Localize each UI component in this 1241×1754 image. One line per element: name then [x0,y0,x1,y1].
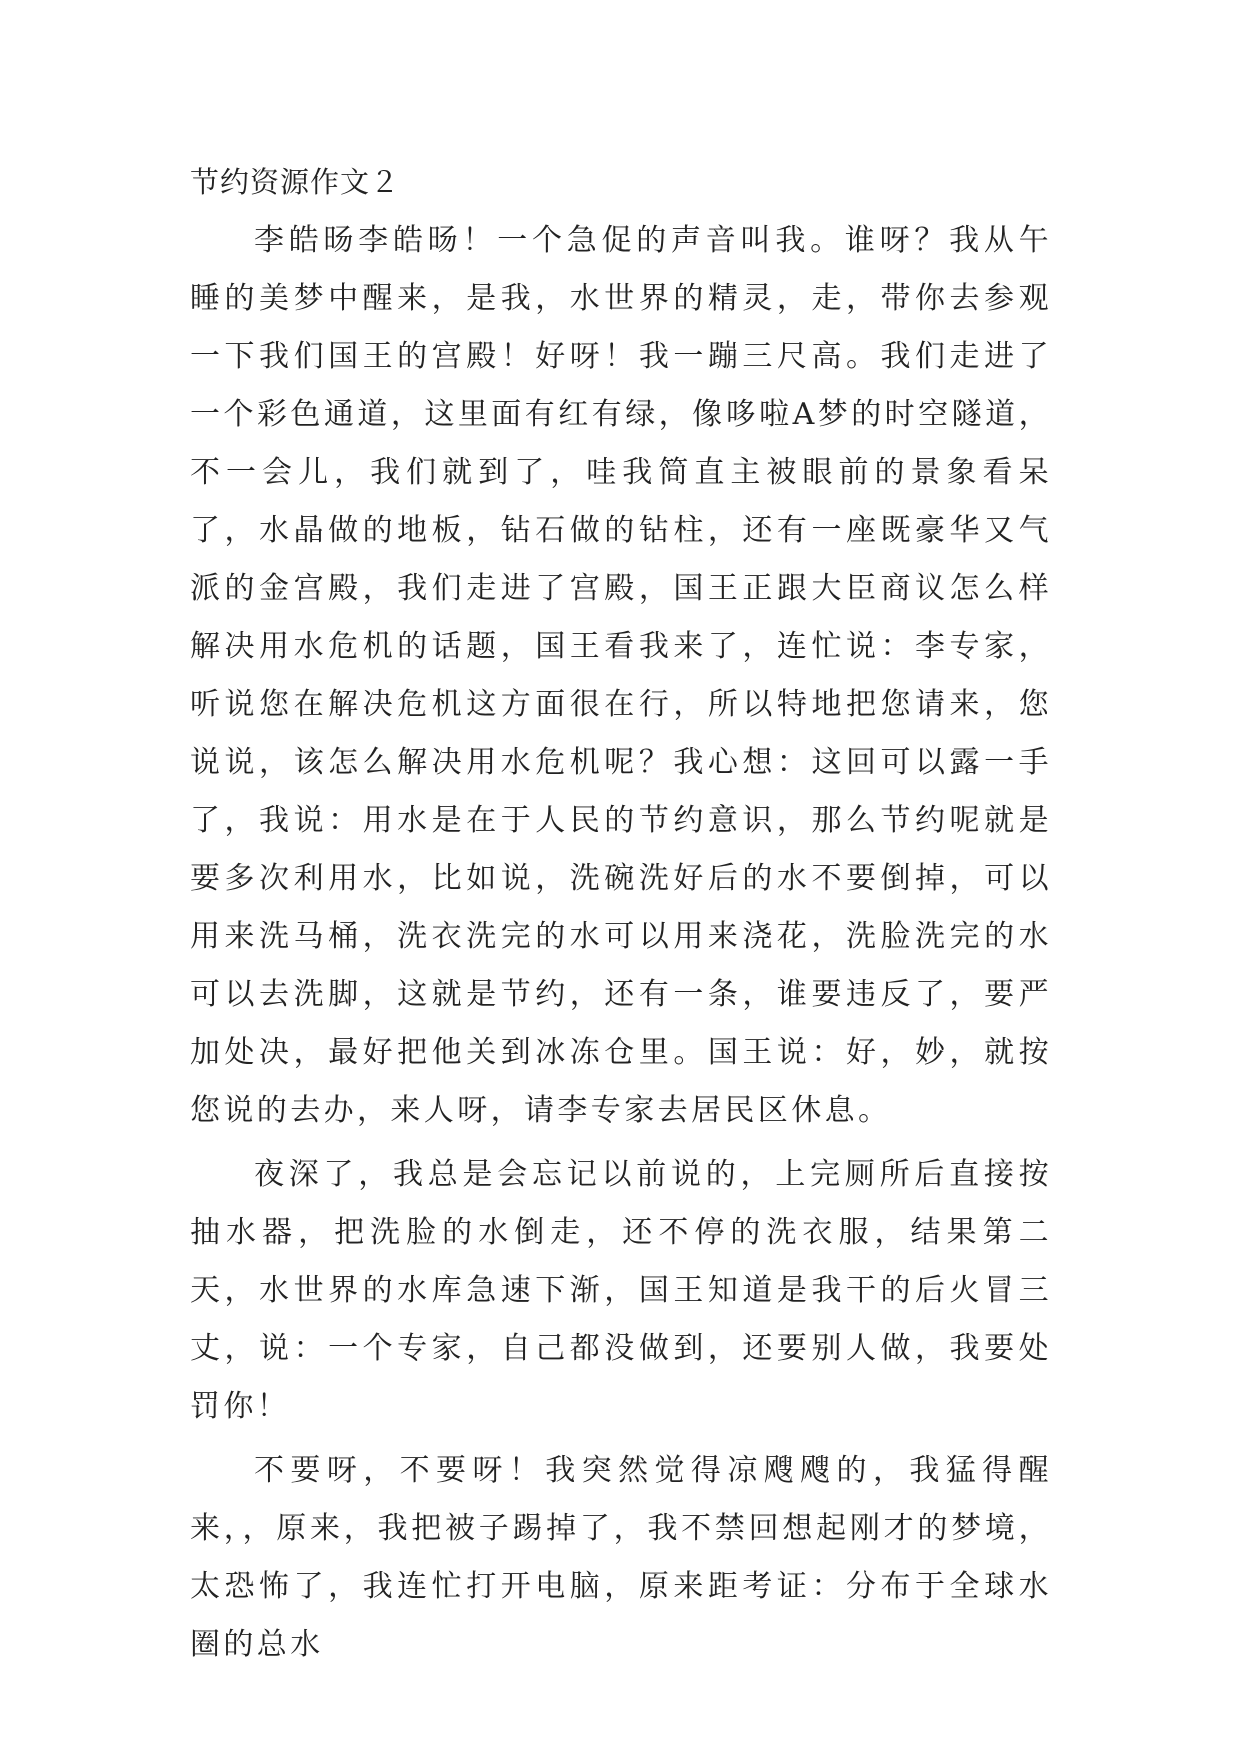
document-title: 节约资源作文２ [190,165,401,199]
paragraph-1: 李皓旸李皓旸！一个急促的声音叫我。谁呀？我从午睡的美梦中醒来，是我，水世界的精灵，走，带你去参观一下我们国王的宫殿！好呀！我一蹦三尺高。我们走进了一个彩色通道，这里面有红有绿，像哆啦A梦的时空隧道，不一会儿，我们就到了，哇我简直主被眼前的景象看呆了，水晶做的地板，钻石做的钻柱，还有一座既豪华又气派的金宫殿，我们走进了宫殿，国王正跟大臣商议怎么样解决用水危机的话题，国王看我来了，连忙说：李专家，听说您在解决危机这方面很在行，所以特地把您请来，您说说，该怎么解决用水危机呢？我心想：这回可以露一手了，我说：用水是在于人民的节约意识，那么节约呢就是要多次利用水，比如说，洗碗洗好后的水不要倒掉，可以用来洗马桶，洗衣洗完的水可以用来浇花，洗脸洗完的水可以去洗脚，这就是节约，还有一条，谁要违反了，要严加处决，最好把他关到冰冻仓里。国王说：好，妙，就按您说的去办，来人呀，请李专家去居民区休息。 [190,223,1052,1128]
document-body [190,160,1052,1674]
paragraph-2: 夜深了，我总是会忘记以前说的，上完厕所后直接按抽水器，把洗脸的水倒走，还不停的洗衣服，结果第二天，水世界的水库急速下渐，国王知道是我干的后火冒三丈，说：一个专家，自己都没做到，还要别人做，我要处罚你！ [190,1157,1052,1424]
paragraph-3: 不要呀，不要呀！我突然觉得凉飕飕的，我猛得醒来，，原来，我把被子踢掉了，我不禁回想起刚才的梦境，太恐怖了，我连忙打开电脑，原来距考证：分布于全球水圈的总水 [190,1453,1052,1662]
